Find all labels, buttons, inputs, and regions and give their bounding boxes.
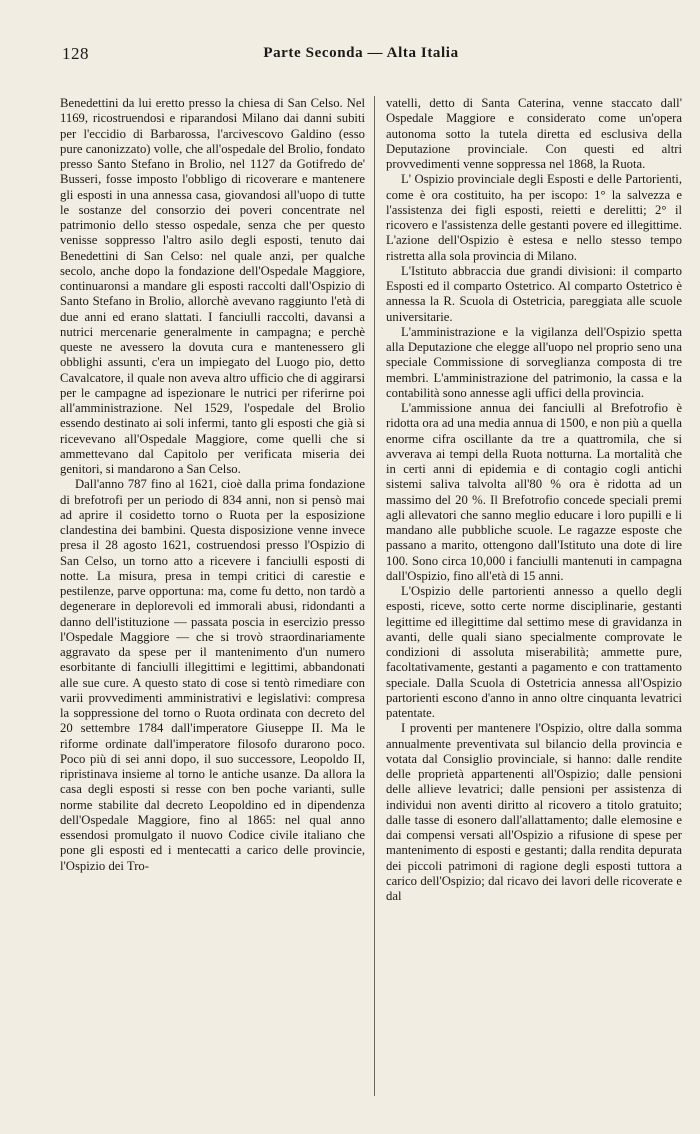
paragraph: L'Istituto abbraccia due grandi divisioni: il comparto Esposti ed il comparto Ostetrico. Al comparto Ostetrico è annessa la R. Scuola di Ostetricia, pareggiata alle scuole universitarie. xyxy=(386,263,682,324)
column-divider xyxy=(374,96,375,1096)
page-number: 128 xyxy=(62,44,89,63)
paragraph: L'amministrazione e la vigilanza dell'Ospizio spetta alla Deputazione che elegge all'uopo nel proprio seno una speciale Commissione di sorveglianza composta di tre membri. L'amministrazione del patrimonio, la cassa e la contabilità sono annesse agli uffici della provincia. xyxy=(386,324,682,400)
right-column xyxy=(386,96,682,904)
paragraph: I proventi per mantenere l'Ospizio, oltre dalla somma annualmente preventivata sul bilancio della provincia e votata dal Consiglio provinciale, si hanno: dalle rendite delle proprietà appartenenti all'Ospizio; dalle pensioni delle allieve levatrici; dalle pensioni per assistenza di individui non aventi diritto al ricovero a titolo gratuito; dalle tasse di esonero dall'allattamento; dalle elemosine e dai compensi versati all'Ospizio a rifusione di spese per mantenimento di esposti e gestanti; dalla rendita depurata dei piccoli patrimoni di ragione degli esposti tuttora a carico dell'Ospizio; dal ricavo dei lavori delle ricoverate e dal xyxy=(386,721,682,903)
paragraph: Benedettini da lui eretto presso la chiesa di San Celso. Nel 1169, ricostruendosi e riparandosi Milano dai danni subiti per l'eccidio di Barbarossa, l'arcivescovo Galdino (esso pure canonizzato) volle, che all'ospedale del Brolio, fondato presso Santo Stefano in Brolio, nel 1127 da Gotifredo de' Busseri, fosse imposto l'obbligo di ricoverare e mantenere gli esposti in una annessa casa, giovandosi all'uopo di tutte le sostanze del consorzio dei poveri concentrate nel patrimonio dello stesso ospedale, senza che per questo venisse soppresso l'altro asilo degli esposti, tenuto dai Benedettini di San Celso: nel quale anzi, per qualche secolo, anche dopo la fondazione dell'Ospedale Maggiore, continuaronsi a mandare gli esposti raccolti dall'Ospizio di Santo Stefano in Brolio, allorchè avevano raggiunto l'età di due anni ed erano slattati. I fanciulli raccolti, davansi a nutrici mercenarie generalmente in campagna; e perchè queste ne avessero la dovuta cura e mantenessero gli obblighi assunti, c'era un impiegato del Luogo pio, detto Cavalcatore, il quale non aveva altro ufficio che di aggirarsi per le campagne ad ispezionare le nutrici per riferirne poi all'amministrazione. Nel 1529, l'ospedale del Brolio essendo destinato ai soli infermi, tanto gli esposti che già si ricevevano all'Ospedale Maggiore, come quelli che si ammettevano dal Capitolo per verificata miseria dei genitori, si mandarono a San Celso. xyxy=(60,96,365,476)
left-column xyxy=(60,96,365,874)
paragraph: L'Ospizio delle partorienti annesso a quello degli esposti, riceve, sotto certe norme disciplinarie, gestanti legittime ed illegittime dal settimo mese di gravidanza in avanti, delle quali siano specialmente comprovate le condizioni di assoluta miserabilità; ammette pure, facoltativamente, gestanti a pagamento e con trattamento speciale. Dalla Scuola di Ostetricia annessa all'Ospizio partorienti escono d'anno in anno oltre cinquanta levatrici patentate. xyxy=(386,584,682,720)
paragraph: L' Ospizio provinciale degli Esposti e delle Partorienti, come è ora costituito, ha per iscopo: 1° la salvezza e l'assistenza dei figli esposti, reietti e derelitti; 2° il ricovero e l'assistenza delle gestanti povere ed illegittime. L'azione dell'Ospizio è estesa e nello stesso tempo ristretta alla sola provincia di Milano. xyxy=(386,172,682,263)
paragraph: vatelli, detto di Santa Caterina, venne staccato dall' Ospedale Maggiore e considerato come un'opera autonoma sotto la tutela diretta ed esclusiva della Deputazione provinciale. Con questi ed altri provvedimenti venne soppressa nel 1868, la Ruota. xyxy=(386,96,682,171)
page-header xyxy=(62,44,660,64)
running-title: Parte Seconda — Alta Italia xyxy=(263,45,459,61)
paragraph: L'ammissione annua dei fanciulli al Brefotrofio è ridotta ora ad una media annua di 1500, e non più a quella enorme cifra oscillante da tre a quattromila, che si avverava ai tempi della Ruota notturna. La mortalità che in certi anni di epidemia e di contagio cogli antichi sistemi saliva talvolta all'80 % ora è ridotta ad un massimo del 20 %. Il Brefotrofio concede speciali premi agli allevatori che sanno meglio educare i loro pupilli e li mandano alle pubbliche scuole. Le ragazze esposte che passano a marito, ottengono dall'Istituto una dote di lire 100. Sono circa 10,000 i fanciulli mantenuti in campagna dall'Ospizio, fino all'età di 15 anni. xyxy=(386,401,682,583)
paragraph: Dall'anno 787 fino al 1621, cioè dalla prima fondazione di brefotrofi per un periodo di 834 anni, non si pensò mai ad aprire il cosidetto torno o Ruota per la esposizione clandestina dei bambini. Questa disposizione venne invece presa il 28 agosto 1621, costruendosi presso l'Ospizio di San Celso, un torno atto a ricevere i fanciulli esposti di notte. La misura, presa in tempi critici di carestie e pestilenze, parve opportuna: ma, come fu detto, non tardò a degenerare in deplorevoli ed immorali abusi, ridondanti a danno dell'istituzione — passata poscia in esercizio presso l'Ospedale Maggiore — che si trovò straordinariamente aggravato da spese per il mantenimento d'un numero esorbitante di fanciulli illegittimi e legittimi, abbandonati alle sue cure. A questo stato di cose si tentò rimediare con varii provvedimenti amministrativi e legislativi: compresa la soppressione del torno o Ruota ordinata con decreto del 20 settembre 1784 dall'imperatore Giuseppe II. Ma le riforme ordinate dall'imperatore filosofo durarono poco. Poco più di sei anni dopo, il suo successore, Leopoldo II, ripristinava insieme al torno le antiche usanze. Da allora la casa degli esposti si resse con ben poche varianti, sulle norme stabilite dal decreto Leopoldino ed in dipendenza dell'Ospedale Maggiore, fino al 1865: nel qual anno essendosi promulgato il nuovo Codice civile italiano che pone gli esposti ed i mentecatti a carico delle provincie, l'Ospizio dei Tro- xyxy=(60,477,365,873)
